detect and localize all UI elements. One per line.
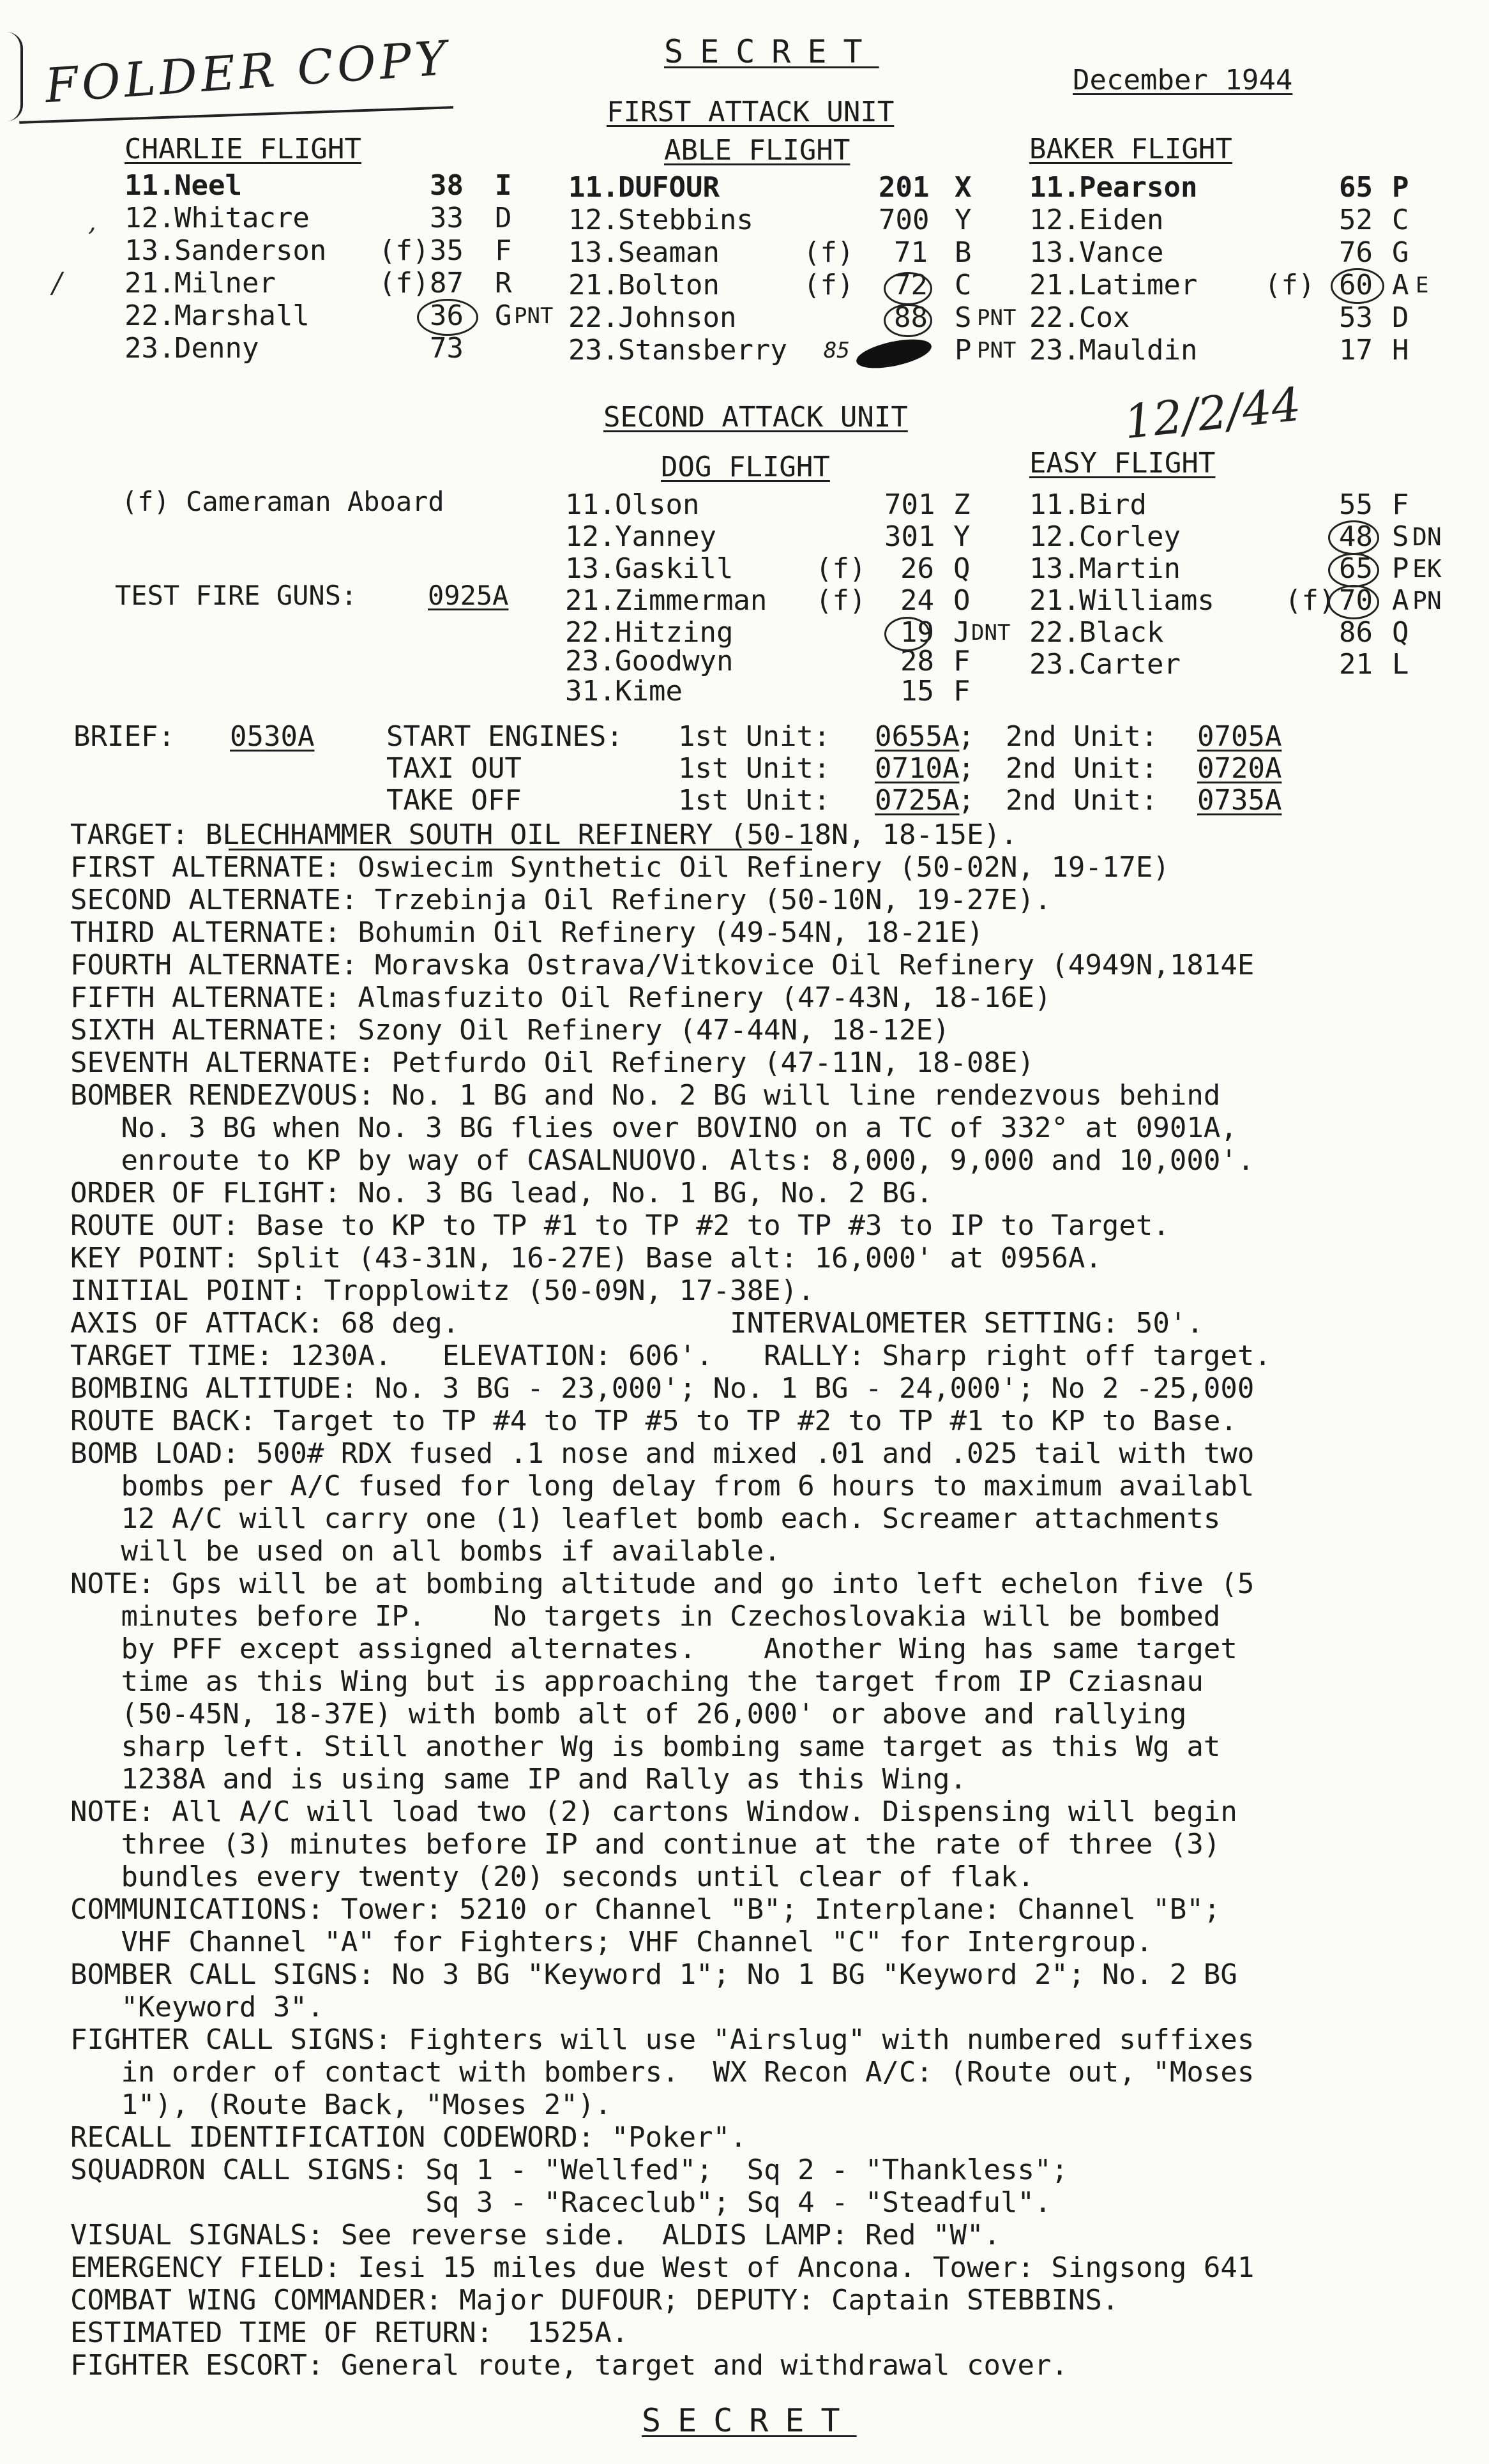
- second-attack-unit-title: SECOND ATTACK UNIT: [603, 401, 908, 434]
- window-note-line: bundles every twenty (20) seconds until clear of flak.: [70, 1861, 1034, 1893]
- folder-bracket: [6, 32, 23, 121]
- take-off-label: TAKE OFF: [386, 784, 522, 817]
- cameraman-note: (f) Cameraman Aboard: [121, 486, 444, 517]
- takeoff-unit2-label: 2nd Unit:: [1006, 784, 1158, 817]
- handwritten-date: 12/2/44: [1121, 377, 1304, 450]
- test-fire-time: 0925A: [428, 580, 509, 611]
- squadron-call-signs-line: Sq 3 - "Raceclub"; Sq 4 - "Steadful".: [70, 2186, 1052, 2219]
- order-of-flight-line: ORDER OF FLIGHT: No. 3 BG lead, No. 1 BG, No. 2 BG.: [70, 1177, 933, 1209]
- circled-number: [884, 617, 930, 651]
- initial-point-line: INITIAL POINT: Tropplowitz (50-09N, 17-38E).: [70, 1274, 815, 1307]
- separator: ;: [958, 720, 975, 753]
- start-engines-label: START ENGINES:: [386, 720, 623, 753]
- fighter-call-signs-line: 1"), (Route Back, "Moses 2").: [70, 2089, 612, 2121]
- note-line: NOTE: Gps will be at bombing altitude and go into left echelon five (5: [70, 1568, 1255, 1600]
- taxi-unit1-label: 1st Unit:: [678, 752, 831, 785]
- circled-number: [1328, 553, 1379, 587]
- communications-line: COMMUNICATIONS: Tower: 5210 or Channel "B"; Interplane: Channel "B";: [70, 1893, 1221, 1926]
- window-note-line: NOTE: All A/C will load two (2) cartons Window. Dispensing will begin: [70, 1795, 1237, 1828]
- sixth-alternate-line: SIXTH ALTERNATE: Szony Oil Refinery (47-44N, 18-12E): [70, 1014, 950, 1047]
- second-alternate-line: SECOND ALTERNATE: Trzebinja Oil Refinery (50-10N, 19-27E).: [70, 884, 1052, 916]
- rendezvous-line: BOMBER RENDEZVOUS: No. 1 BG and No. 2 BG will line rendezvous behind: [70, 1079, 1221, 1112]
- circled-number: [1328, 520, 1379, 555]
- test-fire-label: TEST FIRE GUNS:: [115, 580, 358, 611]
- seventh-alternate-line: SEVENTH ALTERNATE: Petfurdo Oil Refinery (47-11N, 18-08E): [70, 1047, 1034, 1079]
- target-underline: [229, 849, 812, 850]
- rendezvous-line: enroute to KP by way of CASALNUOVO. Alts: 8,000, 9,000 and 10,000'.: [70, 1144, 1255, 1177]
- takeoff-unit1-time: 0725A: [875, 784, 960, 817]
- start-unit2-label: 2nd Unit:: [1006, 720, 1158, 753]
- fighter-escort-line: FIGHTER ESCORT: General route, target and withdrawal cover.: [70, 2349, 1068, 2382]
- takeoff-unit1-label: 1st Unit:: [678, 784, 831, 817]
- margin-tick: /: [52, 267, 62, 299]
- classification-top: SECRET: [664, 33, 879, 70]
- note-line: (50-45N, 18-37E) with bomb alt of 26,000' or above and rallying: [70, 1698, 1187, 1730]
- separator: ;: [958, 752, 975, 785]
- note-line: 1238A and is using same IP and Rally as this Wing.: [70, 1763, 967, 1795]
- easy-flight-title: EASY FLIGHT: [1029, 447, 1216, 480]
- emergency-field-line: EMERGENCY FIELD: Iesi 15 miles due West of Ancona. Tower: Singsong 641: [70, 2251, 1255, 2284]
- start-unit2-time: 0705A: [1197, 720, 1282, 753]
- first-alternate-line: FIRST ALTERNATE: Oswiecim Synthetic Oil Refinery (50-02N, 19-17E): [70, 851, 1170, 884]
- taxi-unit1-time: 0710A: [875, 752, 960, 785]
- note-line: minutes before IP. No targets in Czechoslovakia will be bombed: [70, 1600, 1221, 1633]
- charlie-flight-title: CHARLIE FLIGHT: [125, 133, 361, 165]
- key-point-line: KEY POINT: Split (43-31N, 16-27E) Base alt: 16,000' at 0956A.: [70, 1242, 1102, 1274]
- able-flight-title: ABLE FLIGHT: [664, 134, 850, 167]
- note-line: sharp left. Still another Wg is bombing same target as this Wg at: [70, 1730, 1221, 1763]
- route-out-line: ROUTE OUT: Base to KP to TP #1 to TP #2 to TP #3 to IP to Target.: [70, 1209, 1170, 1242]
- wing-commander-line: COMBAT WING COMMANDER: Major DUFOUR; DEPUTY: Captain STEBBINS.: [70, 2284, 1119, 2317]
- separator: ;: [958, 784, 975, 817]
- taxi-unit2-time: 0720A: [1197, 752, 1282, 785]
- bomb-load-line: bombs per A/C fused for long delay from 6 hours to maximum availabl: [70, 1470, 1255, 1502]
- folder-copy-note: FOLDER COPY: [43, 30, 452, 114]
- bomber-call-signs-line: BOMBER CALL SIGNS: No 3 BG "Keyword 1"; No 1 BG "Keyword 2"; No. 2 BG: [70, 1958, 1237, 1991]
- window-note-line: three (3) minutes before IP and continue at the rate of three (3): [70, 1828, 1221, 1861]
- start-unit1-label: 1st Unit:: [678, 720, 831, 753]
- first-attack-unit-title: FIRST ATTACK UNIT: [607, 96, 895, 128]
- circled-number: [884, 304, 932, 337]
- axis-of-attack-line: AXIS OF ATTACK: 68 deg. INTERVALOMETER SETTING: 50'.: [70, 1307, 1204, 1340]
- bomb-load-line: 12 A/C will carry one (1) leaflet bomb each. Screamer attachments: [70, 1502, 1221, 1535]
- fifth-alternate-line: FIFTH ALTERNATE: Almasfuzito Oil Refinery (47-43N, 18-16E): [70, 981, 1052, 1014]
- document-page: FOLDER COPY SECRET December 1944 FIRST ATTACK UNIT CHARLIE FLIGHT ABLE FLIGHT BAKER FLIGHT 11. Neel 38 I 12. Whitacre 33 D 13. Sanderson (f) 35 F 21. Milner (f) 87 R 22. Marshall 36 G PNT 23. Denny 73 , / 11. DUFOUR 201 X 12. Stebbins 700 Y 13. Seaman (f) 71 B 21. Bolton (f) 72 C 22. Johnson 88 S PNT 23. Stansberry 85 P PNT 11. Pearson 65 P 12. Eiden 52 C 13. Vance 76 G 21. Latimer (f) 60 A E 22. Cox 53 D 23. Mauldin 17 H SECOND ATTACK UNIT 12/2/44 (f) Cameraman Aboard TEST FIRE GUNS: 0925A DOG FLIGHT EASY FLIGHT 11. Olson 701 Z 12. Yanney 301 Y 13. Gaskill (f) 26 Q 21. Zimmerman (f) 24 O 22. Hitzing 19 J DNT 23. Goodwyn 28 F 31. Kime 15 F 11. Bird 55 F 12. Corley 48 S DN 13. Martin 65 P EK 21. Williams (f) 70 A PN 22. Black 86 Q 23. Carter 21 L BRIEF: 0530A START ENGINES: 1st Unit: 0655A ; 2nd Unit: 0705A TAXI OUT 1st Unit: 0710A ; 2nd Unit: 0720A TAKE OFF 1st Unit: 0725A ; 2nd Unit: 0735A TARGET: BLECHHAMMER SOUTH OIL REFINERY (50-18N, 18-15E). FIRST ALTERNATE: Oswiecim Synthetic Oil Refinery (50-02N, 19-17E) SECOND ALTERNATE: Trzebinja Oil Refinery (50-10N, 19-27E). THIRD ALTERNATE: Bohumin Oil Refinery (49-54N, 18-21E) FOURTH ALTERNATE: Moravska Ostrava/Vitkovice Oil Refinery (4949N,1814E FIFTH ALTERNATE: Almasfuzito Oil Refinery (47-43N, 18-16E) SIXTH ALTERNATE: Szony Oil Refinery (47-44N, 18-12E) SEVENTH ALTERNATE: Petfurdo Oil Refinery (47-11N, 18-08E) BOMBER RENDEZVOUS: No. 1 BG and No. 2 BG will line rendezvous behind No. 3 BG when No. 3 BG flies over BOVINO on a TC of 332° at 0901A, enroute to KP by way of CASALNUOVO. Alts: 8,000, 9,000 and 10,000'. ORDER OF FLIGHT: No. 3 BG lead, No. 1 BG, No. 2 BG. ROUTE OUT: Base to KP to TP #1 to TP #2 to TP #3 to IP to Target. KEY POINT: Split (43-31N, 16-27E) Base alt: 16,000' at 0956A. INITIAL POINT: Tropplowitz (50-09N, 17-38E). AXIS OF ATTACK: 68 deg. INTERVALOMETER SETTING: 50'. TARGET TIME: 1230A. ELEVATION: 606'. RALLY: Sharp right off target. BOMBING ALTITUDE: No. 3 BG - 23,000'; No. 1 BG - 24,000'; No 2 -25,000 ROUTE BACK: Target to TP #4 to TP #5 to TP #2 to TP #1 to KP to Base. BOMB LOAD: 500# RDX fused .1 nose and mixed .01 and .025 tail with two bombs per A/C fused for long delay from 6 hours to maximum availabl 12 A/C will carry one (1) leaflet bomb each. Screamer attachments will be used on all bombs if available. NOTE: Gps will be at bombing altitude and go into left echelon five (5 minutes before IP. No targets in Czechoslovakia will be bombed by PFF except assigned alternates. Another Wing has same target time as this Wing but is approaching the target from IP Cziasnau (50-45N, 18-37E) with bomb alt of 26,000' or above and rallying sharp left. Still another Wg is bombing same target as this Wg at 1238A and is using same IP and Rally as this Wing. NOTE: All A/C will load two (2) cartons Window. Dispensing will begin three (3) minutes before IP and continue at the rate of three (3) bundles every twenty (20) seconds until clear of flak. COMMUNICATIONS: Tower: 5210 or Channel "B"; Interplane: Channel "B"; VHF Channel "A" for Fighters; VHF Channel "C" for Intergroup. BOMBER CALL SIGNS: No 3 BG "Keyword 1"; No 1 BG "Keyword 2"; No. 2 BG "Keyword 3". FIGHTER CALL SIGNS: Fighters will use "Airslug" with numbered suffixes in order of contact with bombers. WX Recon A/C: (Route out, "Moses 1"), (Route Back, "Moses 2"). RECALL IDENTIFICATION CODEWORD: "Poker". SQUADRON CALL SIGNS: Sq 1 - "Wellfed"; Sq 2 - "Thankless"; Sq 3 - "Raceclub"; Sq 4 - "Steadful". VISUAL SIGNALS: See reverse side. ALDIS LAMP: Red "W". EMERGENCY FIELD: Iesi 15 miles due West of Ancona. Tower: Singsong 641 COMBAT WING COMMANDER: Major DUFOUR; DEPUTY: Captain STEBBINS. ESTIMATED TIME OF RETURN: 1525A. FIGHTER ESCORT: General route, target and withdrawal cover. SECRET: [0, 0, 1489, 2464]
- squadron-call-signs-line: SQUADRON CALL SIGNS: Sq 1 - "Wellfed"; Sq 2 - "Thankless";: [70, 2154, 1068, 2186]
- third-alternate-line: THIRD ALTERNATE: Bohumin Oil Refinery (49-54N, 18-21E): [70, 916, 984, 949]
- taxi-unit2-label: 2nd Unit:: [1006, 752, 1158, 785]
- circled-number: [884, 272, 932, 305]
- note-line: time as this Wing but is approaching the target from IP Cziasnau: [70, 1665, 1204, 1698]
- document-date: December 1944: [1073, 64, 1293, 96]
- circled-number: [1331, 268, 1384, 304]
- circled-number: [417, 299, 478, 336]
- start-unit1-time: 0655A: [875, 720, 960, 753]
- note-line: by PFF except assigned alternates. Another Wing has same target: [70, 1633, 1237, 1665]
- fourth-alternate-line: FOURTH ALTERNATE: Moravska Ostrava/Vitkovice Oil Refinery (4949N,1814E: [70, 949, 1255, 981]
- taxi-out-label: TAXI OUT: [386, 752, 522, 785]
- classification-bottom: SECRET: [642, 2402, 857, 2439]
- visual-signals-line: VISUAL SIGNALS: See reverse side. ALDIS LAMP: Red "W".: [70, 2219, 1001, 2251]
- dog-flight-title: DOG FLIGHT: [661, 451, 830, 483]
- takeoff-unit2-time: 0735A: [1197, 784, 1282, 817]
- margin-tick: ,: [88, 208, 96, 237]
- bomb-load-line: BOMB LOAD: 500# RDX fused .1 nose and mixed .01 and .025 tail with two: [70, 1437, 1255, 1470]
- circled-number: [1328, 585, 1379, 619]
- brief-label: BRIEF:: [73, 720, 175, 753]
- recall-codeword-line: RECALL IDENTIFICATION CODEWORD: "Poker".: [70, 2121, 747, 2154]
- brief-time: 0530A: [230, 720, 315, 753]
- route-back-line: ROUTE BACK: Target to TP #4 to TP #5 to TP #2 to TP #1 to KP to Base.: [70, 1405, 1237, 1437]
- rendezvous-line: No. 3 BG when No. 3 BG flies over BOVINO on a TC of 332° at 0901A,: [70, 1112, 1237, 1144]
- fighter-call-signs-line: in order of contact with bombers. WX Recon A/C: (Route out, "Moses: [70, 2056, 1255, 2089]
- return-time-line: ESTIMATED TIME OF RETURN: 1525A.: [70, 2317, 629, 2349]
- target-line: TARGET: BLECHHAMMER SOUTH OIL REFINERY (50-18N, 18-15E).: [70, 819, 1018, 851]
- bomber-call-signs-line: "Keyword 3".: [70, 1991, 324, 2023]
- bomb-load-line: will be used on all bombs if available.: [70, 1535, 781, 1568]
- ink-blot: [854, 334, 933, 374]
- bombing-altitude-line: BOMBING ALTITUDE: No. 3 BG - 23,000'; No. 1 BG - 24,000'; No 2 -25,000: [70, 1372, 1255, 1405]
- target-time-line: TARGET TIME: 1230A. ELEVATION: 606'. RALLY: Sharp right off target.: [70, 1340, 1271, 1372]
- fighter-call-signs-line: FIGHTER CALL SIGNS: Fighters will use "Airslug" with numbered suffixes: [70, 2023, 1255, 2056]
- baker-flight-title: BAKER FLIGHT: [1029, 133, 1232, 165]
- communications-line: VHF Channel "A" for Fighters; VHF Channel "C" for Intergroup.: [70, 1926, 1153, 1958]
